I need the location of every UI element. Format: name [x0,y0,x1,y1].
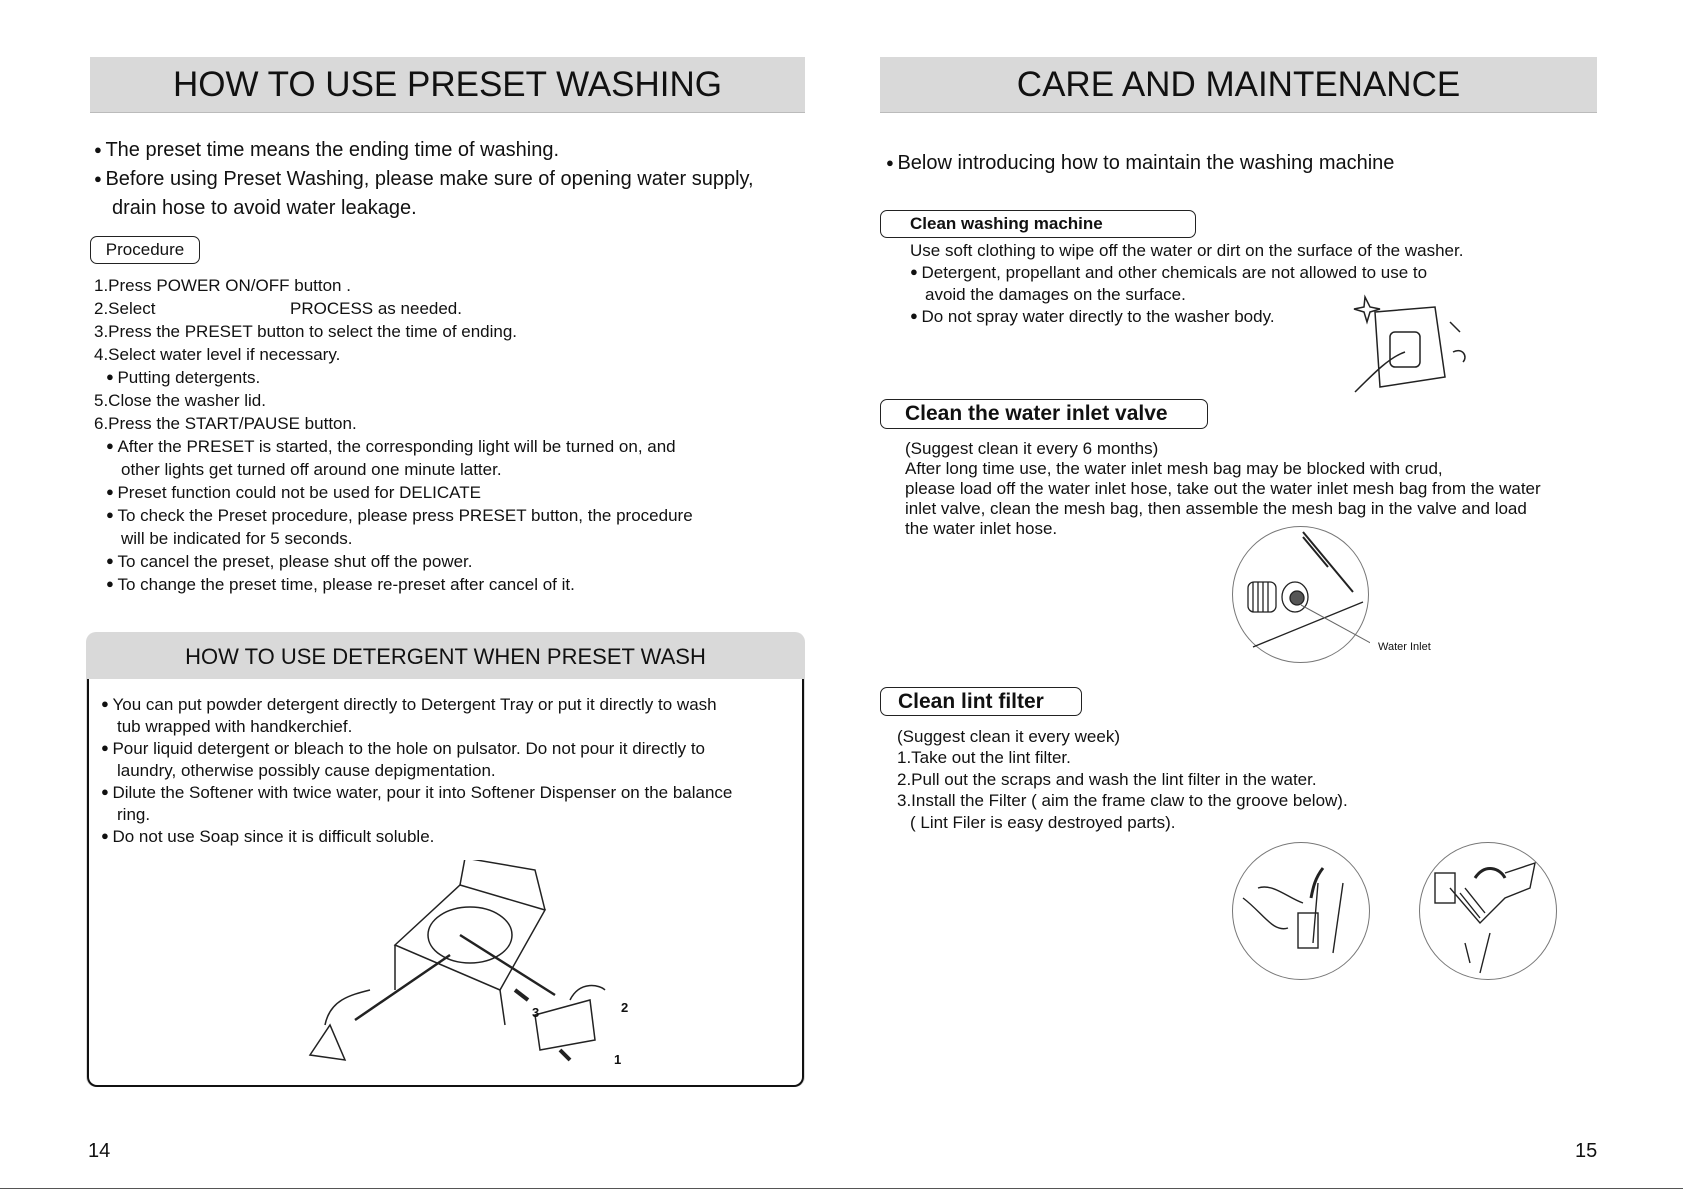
intro-line: drain hose to avoid water leakage. [112,197,417,219]
wiping-washer-illustration [1335,292,1475,402]
intro-line: ● Below introducing how to maintain the washing machine [886,149,1394,177]
detergent-line: ● Pour liquid detergent or bleach to the hole on pulsator. Do not pour it directly to [101,739,705,759]
step: 1.Press POWER ON/OFF button . [94,276,351,295]
body-line: ● Detergent, propellant and other chemicals are not allowed to use to [910,263,1427,283]
procedure-label: Procedure [90,236,200,264]
detergent-line: ● Do not use Soap since it is difficult soluble. [101,827,434,847]
body-line: 1.Take out the lint filter. [897,748,1071,767]
step: 4.Select water level if necessary. [94,345,341,364]
figure-label: 3 [532,1005,540,1020]
body-line: avoid the damages on the surface. [925,285,1186,304]
washer-detergent-illustration [300,860,660,1075]
body-line: 2.Pull out the scraps and wash the lint filter in the water. [897,770,1317,789]
step: PROCESS as needed. [290,299,462,318]
intro-line: ● The preset time means the ending time of washing. [94,136,559,164]
page-title-preset-washing: HOW TO USE PRESET WASHING [90,57,805,113]
page-bottom-rule [0,1188,1683,1189]
step-note: ● To change the preset time, please re-preset after cancel of it. [106,575,575,595]
step: 2.Select [94,299,156,318]
page-number: 14 [88,1140,111,1162]
detergent-line: laundry, otherwise possibly cause depigmentation. [117,761,496,780]
section-clean-lint-filter: Clean lint filter [880,687,1082,716]
step-note: ● After the PRESET is started, the corresponding light will be turned on, and [106,437,676,457]
detergent-title: HOW TO USE DETERGENT WHEN PRESET WASH [185,644,706,669]
body-line: (Suggest clean it every week) [897,727,1120,746]
step-note: ● To check the Preset procedure, please press PRESET button, the procedure [106,506,693,526]
page-title-care-maintenance: CARE AND MAINTENANCE [880,57,1597,113]
water-inlet-label: Water Inlet [1378,641,1431,653]
body-line: the water inlet hose. [905,519,1058,538]
step-note: ● Putting detergents. [106,368,260,388]
body-line: inlet valve, clean the mesh bag, then assemble the mesh bag in the valve and load [905,499,1527,518]
detergent-line: ● You can put powder detergent directly to Detergent Tray or put it directly to wash [101,695,717,715]
detergent-line: ring. [117,805,151,824]
body-line: please load off the water inlet hose, take out the water inlet mesh bag from the water [905,479,1541,498]
step-note: ● Preset function could not be used for DELICATE [106,483,481,503]
lint-filter-remove-illustration [1232,842,1370,980]
step-note: other lights get turned off around one minute latter. [121,460,502,479]
step-note: ● To cancel the preset, please shut off the power. [106,552,473,572]
body-line: ( Lint Filer is easy destroyed parts). [910,813,1176,832]
step-note: will be indicated for 5 seconds. [121,529,353,548]
lint-filter-install-illustration [1419,842,1557,980]
intro-line: ● Before using Preset Washing, please make sure of opening water supply, [94,165,754,193]
step: 3.Press the PRESET button to select the time of ending. [94,322,518,341]
body-line: ● Do not spray water directly to the washer body. [910,307,1275,327]
detergent-line: tub wrapped with handkerchief. [117,717,353,736]
inlet-valve-illustration [1232,526,1369,663]
section-clean-inlet-valve: Clean the water inlet valve [880,399,1208,429]
figure-label: 2 [621,1000,629,1015]
step: 5.Close the washer lid. [94,391,266,410]
section-clean-washing-machine: Clean washing machine [880,210,1196,238]
body-line: After long time use, the water inlet mesh bag may be blocked with crud, [905,459,1443,478]
body-line: 3.Install the Filter ( aim the frame claw to the groove below). [897,791,1348,810]
body-line: Use soft clothing to wipe off the water or dirt on the surface of the washer. [910,241,1464,260]
detergent-line: ● Dilute the Softener with twice water, pour it into Softener Dispenser on the balance [101,783,732,803]
body-line: (Suggest clean it every 6 months) [905,439,1159,458]
figure-label: 1 [614,1052,622,1067]
page-number: 15 [1575,1140,1598,1162]
step: 6.Press the START/PAUSE button. [94,414,357,433]
